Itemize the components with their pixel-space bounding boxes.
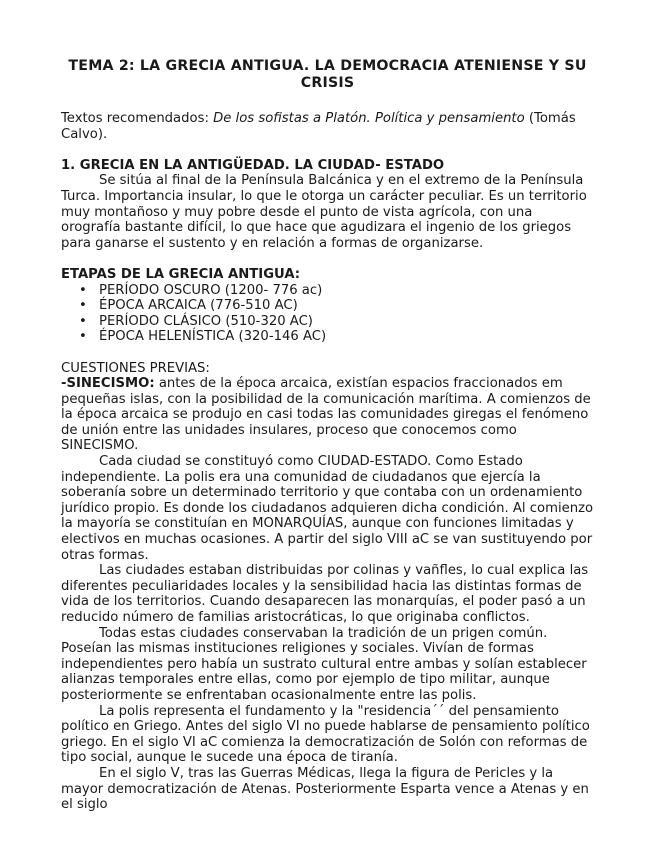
- paragraph-tradicion: Todas estas ciudades conservaban la tradición de un prigen común. Poseían las mismas instituciones religiones y sociales. Vivían de formas independientes pero había un sustrato cultural entre ambas y solían establecer alianzas temporales entre ellas, como por ejemplo de tipo militar, aunque posteriormente se enfrentaban ocasionalmente entre las polis.: [61, 625, 587, 703]
- recommended-book-title: De los sofistas a Platón. Política y pensamiento: [213, 111, 525, 126]
- paragraph-siglo-v: En el siglo V, tras las Guerras Médicas, llega la figura de Pericles y la mayor democratización de Atenas. Posteriormente Esparta vence a Atenas y en el siglo: [61, 765, 589, 813]
- paragraph-sinecismo: [61, 376, 594, 454]
- list-item: • PERÍODO OSCURO (1200- 776 ac): [99, 283, 594, 299]
- section-heading-ciudad-estado: 1. GRECIA EN LA ANTIGÜEDAD. LA CIUDAD- ESTADO: [61, 157, 445, 173]
- recommended-author: (Tomás Calvo).: [61, 111, 576, 142]
- section-heading-cuestiones: CUESTIONES PREVIAS:: [61, 360, 210, 376]
- paragraph-geography: Se sitúa al final de la Península Balcánica y en el extremo de la Península Turca. Importancia insular, lo que le otorga un carácter peculiar. Es un territorio muy montañoso y muy pobre desde el punto de vista agrícola, con una orografía bastante difícil, lo que hace que agudizara el ingenio de los griegos para ganarse el sustento y en relación a formas de organizarse.: [61, 173, 587, 251]
- paragraph-colinas: Las ciudades estaban distribuidas por colinas y vañfles, lo cual explica las diferentes peculiaridades locales y la sensibilidad hacia las distintas formas de vida de los territorios. Cuando desaparecen las monarquías, el poder pasó a un reducido número de familias aristocráticas, lo que originaba conflictos.: [61, 563, 589, 625]
- recommended-prefix: Textos recomendados:: [61, 111, 214, 126]
- list-item: • PERÍODO CLÁSICO (510-320 AC): [99, 314, 594, 330]
- section-heading-etapas: ETAPAS DE LA GRECIA ANTIGUA:: [61, 266, 301, 282]
- list-item: • ÉPOCA HELENÍSTICA (320-146 AC): [99, 329, 594, 345]
- list-item: • ÉPOCA ARCAICA (776-510 AC): [99, 298, 594, 314]
- document-title: TEMA 2: LA GRECIA ANTIGUA. LA DEMOCRACIA ATENIENSE Y SU CRISIS: [68, 58, 587, 91]
- etapas-list: [61, 283, 594, 345]
- sinecismo-text: antes de la época arcaica, existían espacios fraccionados em pequeñas islas, con la posibilidad de la comunicación marítima. A comienzos de la época arcaica se produjo en casi todas las comunidades giregas el fenómeno de unión entre las unidades insulares, proceso que conocemos como SINECISMO.: [61, 376, 591, 454]
- recommended-texts: [61, 111, 594, 142]
- paragraph-ciudad-estado: Cada ciudad se constituyó como CIUDAD-ESTADO. Como Estado independiente. La polis era una comunidad de ciudadanos que ejercía la soberanía sobre un determinado territorio y que contaba con un ordenamiento jurídico propio. Es donde los ciudadanos adquieren dicha condición. Al comienzo la mayoría se constituían en MONARQUÍAS, aunque con funciones limitadas y electivos en muchas ocasiones. A partir del siglo VIII aC se van sustituyendo por otras formas.: [61, 454, 594, 563]
- sinecismo-label: -SINECISMO:: [61, 376, 155, 392]
- document-page: [61, 58, 594, 813]
- paragraph-polis: La polis representa el fundamento y la "residencia´´ del pensamiento político en Griego. Antes del siglo VI no puede hablarse de pensamiento político griego. En el siglo VI aC comienza la democratización de Solón con reformas de tipo social, aunque le sucede una época de tiranía.: [61, 703, 590, 766]
